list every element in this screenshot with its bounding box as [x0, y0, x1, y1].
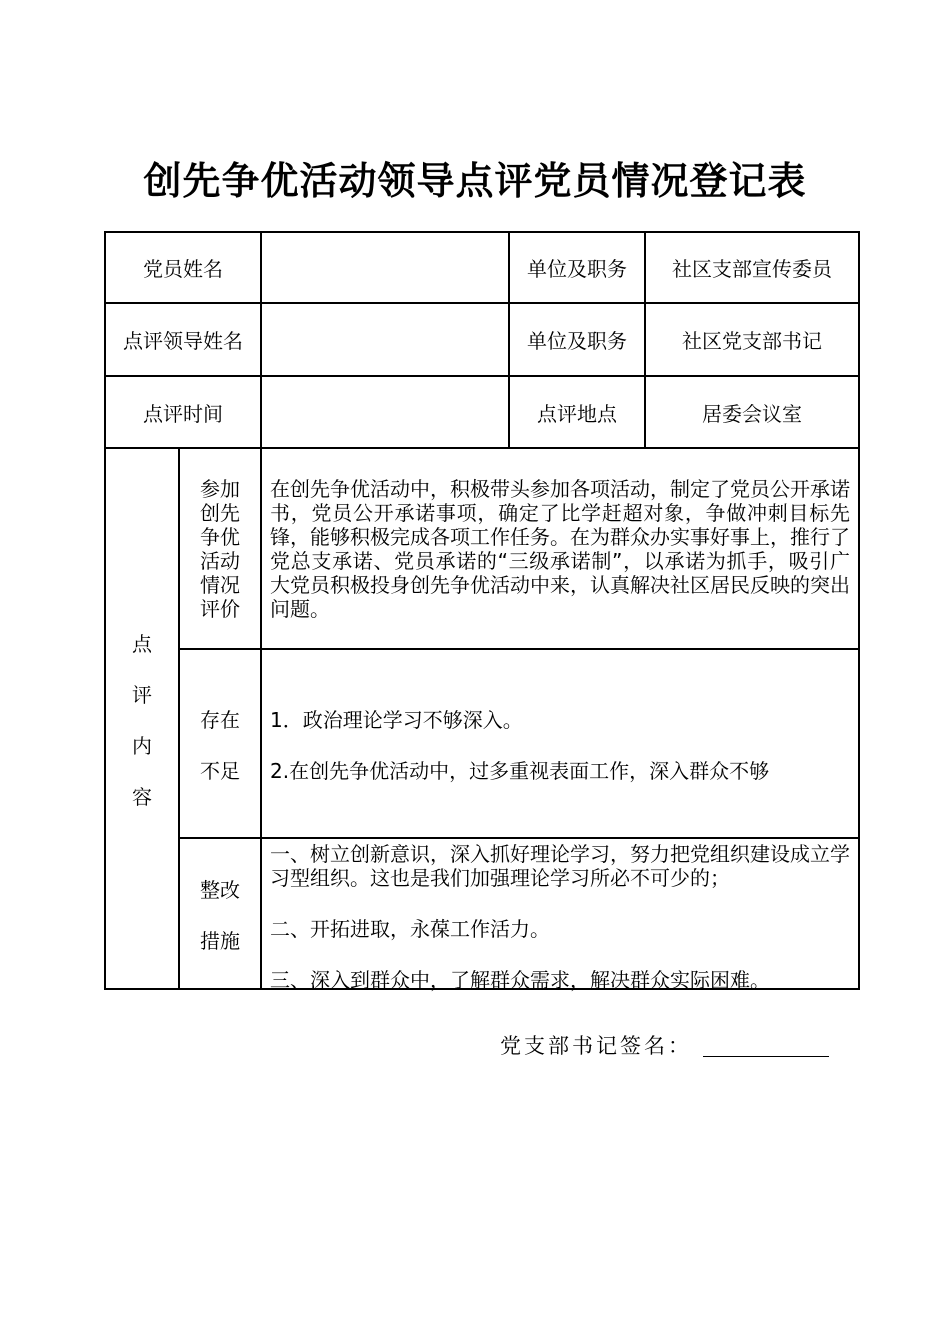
signature-line[interactable]	[703, 1056, 829, 1057]
unit-position-label: 单位及职务	[527, 329, 627, 353]
review-time-label: 点评时间	[143, 401, 223, 426]
shortcoming-item: 1．政治理论学习不够深入。	[270, 708, 523, 732]
form-title: 创先争优活动领导点评党员情况登记表	[143, 158, 807, 203]
member-name-label: 党员姓名	[143, 257, 223, 281]
shortcomings-label-line: 存在	[200, 708, 240, 732]
participation-label-line: 争优	[200, 525, 240, 549]
review-content-char: 内	[132, 734, 152, 758]
unit-position-value: 社区党支部书记	[682, 329, 822, 353]
unit-position-value: 社区支部宣传委员	[672, 257, 832, 281]
review-time-field[interactable]	[262, 377, 508, 447]
shortcomings-list	[270, 708, 850, 783]
review-content-char: 点	[132, 632, 152, 656]
member-name-field[interactable]	[262, 233, 508, 302]
participation-label-line: 创先	[200, 501, 240, 525]
shortcoming-item: 2.在创先争优活动中，过多重视表面工作，深入群众不够	[270, 759, 770, 783]
participation-label-line: 评价	[200, 597, 240, 621]
measures-label	[180, 878, 260, 953]
measure-item: 三、深入到群众中，了解群众需求，解决群众实际困难。	[270, 968, 770, 992]
row-divider	[104, 447, 860, 449]
participation-label-line: 活动	[200, 549, 240, 573]
participation-evaluation-text: 在创先争优活动中，积极带头参加各项活动，制定了党员公开承诺书，党员公开承诺事项，确定了比学赶超对象，争做冲刺目标先锋，能够积极完成各项工作任务。在为群众办实事好事上，推行了党总支承诺、党员承诺的“三级承诺制”，以承诺为抓手，吸引广大党员积极投身创先争优活动中来，认真解决社区居民反映的突出问题。	[270, 477, 850, 621]
participation-label-line: 情况	[200, 573, 240, 597]
row-divider	[178, 837, 860, 839]
review-location-value: 居委会议室	[702, 401, 802, 426]
signature-label: 党支部书记签名：	[500, 1034, 692, 1058]
row-divider	[178, 648, 860, 650]
review-location-label: 点评地点	[537, 401, 617, 426]
measures-label-line: 措施	[200, 929, 240, 953]
measures-list	[270, 842, 850, 992]
participation-label-line: 参加	[200, 477, 240, 501]
measure-item: 一、树立创新意识，深入抓好理论学习，努力把党组织建设成立学习型组织。这也是我们加强理论学习所必不可少的；	[270, 842, 850, 890]
review-content-char: 评	[132, 683, 152, 707]
shortcomings-label-line: 不足	[200, 759, 240, 783]
participation-label	[180, 477, 260, 621]
leader-name-label: 点评领导姓名	[123, 329, 243, 353]
shortcomings-label	[180, 708, 260, 783]
review-content-label	[106, 632, 178, 809]
leader-name-field[interactable]	[262, 304, 508, 375]
review-content-char: 容	[132, 785, 152, 809]
unit-position-label: 单位及职务	[527, 257, 627, 281]
measure-item: 二、开拓进取，永葆工作活力。	[270, 917, 550, 941]
measures-label-line: 整改	[200, 878, 240, 902]
